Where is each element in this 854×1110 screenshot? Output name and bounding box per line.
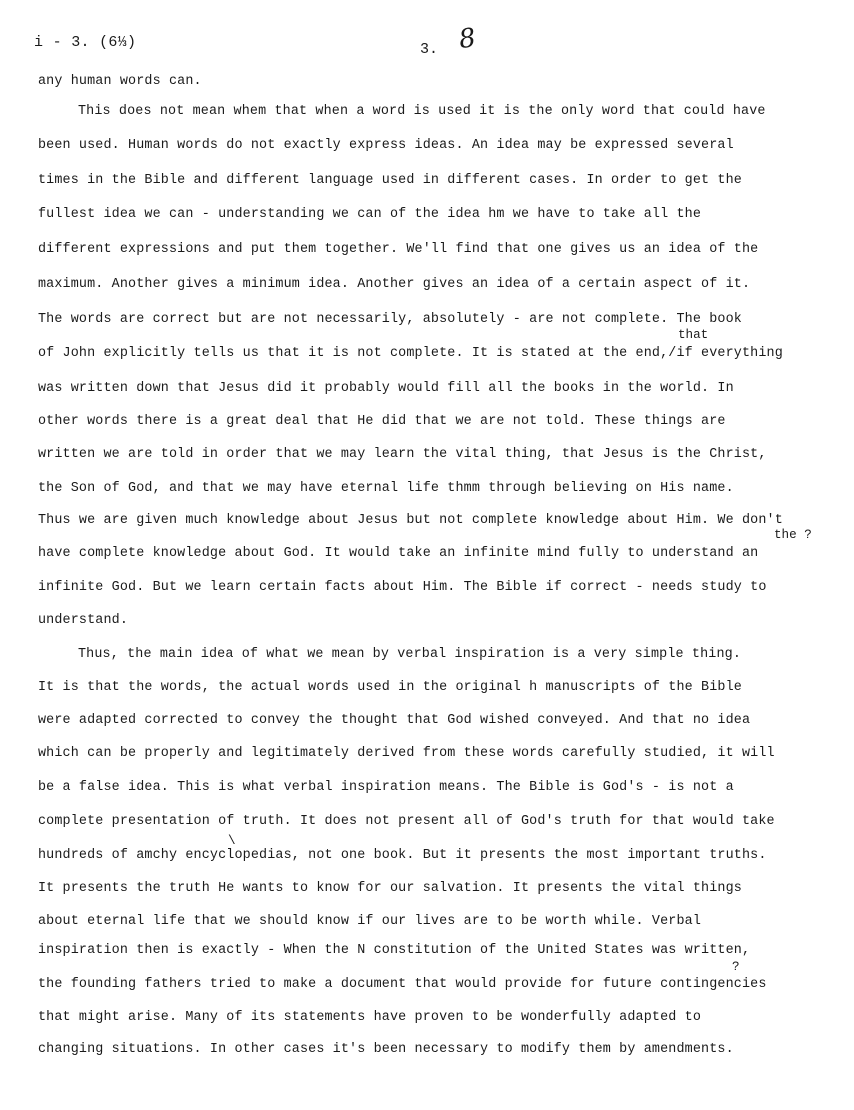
text-line: different expressions and put them together. We'll find that one gives us an idea of the (38, 242, 759, 257)
text-line: changing situations. In other cases it's been necessary to modify them by amendments. (38, 1042, 734, 1057)
text-line: other words there is a great deal that He did that we are not told. These things are (38, 414, 726, 429)
text-line: Thus, the main idea of what we mean by verbal inspiration is a very simple thing. (78, 647, 742, 662)
page-number-area (420, 22, 478, 60)
text-line: understand. (38, 613, 129, 628)
text-line: The words are correct but are not necessarily, absolutely - are not complete. The book (38, 312, 742, 327)
text-line: about eternal life that we should know if our lives are to be worth while. Verbal (38, 914, 702, 929)
text-line: be a false idea. This is what verbal inspiration means. The Bible is God's - is not a (38, 780, 734, 795)
text-line: that might arise. Many of its statements have proven to be wonderfully adapted to (38, 1010, 702, 1025)
text-line: been used. Human words do not exactly express ideas. An idea may be expressed several (38, 138, 734, 153)
text-line: the Son of God, and that we may have eternal life thmm through believing on His name. (38, 481, 734, 496)
text-line: written we are told in order that we may learn the vital thing, that Jesus is the Christ, (38, 447, 767, 462)
editing-mark-encyclopedias: \ (228, 834, 236, 848)
text-line: were adapted corrected to convey the thought that God wished conveyed. And that no idea (38, 713, 751, 728)
text-line: maximum. Another gives a minimum idea. Another gives an idea of a certain aspect of it. (38, 277, 751, 292)
handwritten-page-number: 8 (457, 22, 478, 56)
text-line: times in the Bible and different language used in different cases. In order to get the (38, 173, 742, 188)
text-line: infinite God. But we learn certain facts about Him. The Bible if correct - needs study to (38, 580, 767, 595)
text-line: the founding fathers tried to make a document that would provide for future contingencies (38, 977, 767, 992)
query-note-the: the ? (774, 528, 812, 542)
text-line: of John explicitly tells us that it is not complete. It is stated at the end,/if everything (38, 346, 783, 361)
text-line: inspiration then is exactly - When the N constitution of the United States was written, (38, 943, 751, 958)
text-line: hundreds of amchy encyclopedias, not one book. But it presents the most important truths. (38, 848, 767, 863)
text-line: any human words can. (38, 74, 202, 89)
text-line: It is that the words, the actual words used in the original h manuscripts of the Bible (38, 680, 742, 695)
text-line: Thus we are given much knowledge about Jesus but not complete knowledge about Him. We don't (38, 513, 783, 528)
text-line: fullest idea we can - understanding we can of the idea hm we have to take all the (38, 207, 702, 222)
text-line: complete presentation of truth. It does not present all of God's truth for that would take (38, 814, 775, 829)
text-line: have complete knowledge about God. It would take an infinite mind fully to understand an (38, 546, 759, 561)
text-line: It presents the truth He wants to know for our salvation. It presents the vital things (38, 881, 742, 896)
insertion-note-that: that (678, 328, 709, 342)
query-mark-contingencies: ? (732, 960, 740, 974)
text-line: was written down that Jesus did it probably would fill all the books in the world. In (38, 381, 734, 396)
text-line: This does not mean whem that when a word is used it is the only word that could have (78, 104, 766, 119)
page-number: 3. (420, 41, 439, 58)
text-line: which can be properly and legitimately derived from these words carefully studied, it will (38, 746, 775, 761)
page-reference: i - 3. (6⅓) (34, 34, 137, 51)
